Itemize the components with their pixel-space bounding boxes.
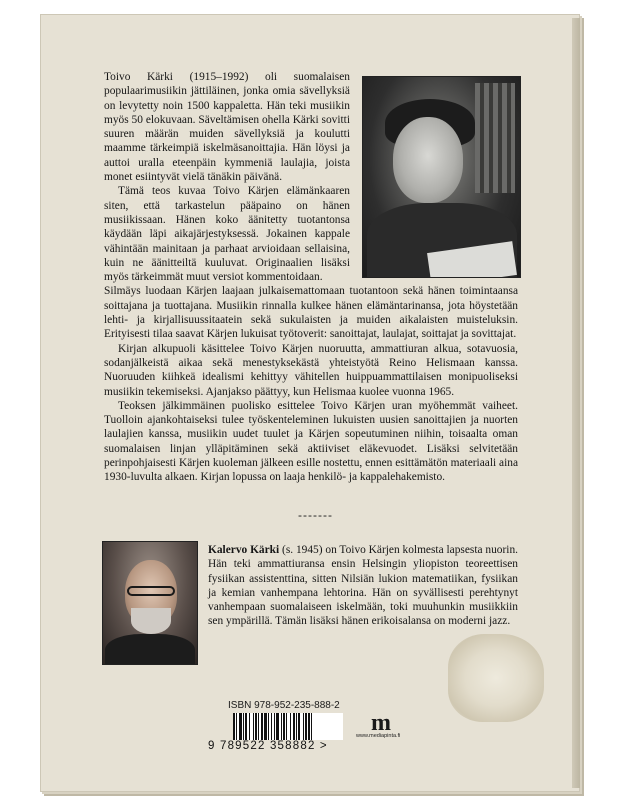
isbn-label: ISBN 978-952-235-888-2 bbox=[228, 700, 340, 711]
author-photo-glasses bbox=[127, 586, 175, 596]
blurb-narrow-column bbox=[104, 70, 350, 284]
sticker-residue-stain bbox=[448, 634, 544, 722]
section-separator: ------- bbox=[298, 508, 333, 522]
blurb-paragraph-3: Kirjan alkupuoli käsittelee Toivo Kärjen nuoruutta, ammattiuran alkua, sotavuosia, sodanjälkeistä aikaa sekä menestyksekästä yhteistyötä Reino Helismaan kanssa. Nuoruuden kiihkeä idealismi kehittyy vähitellen huippuammattilaisen monipuoliseksi musiikin tekemiseksi. Ajanjakso päättyy, kun Helismaa kuolee vuonna 1965. bbox=[104, 342, 518, 398]
author-photo-body bbox=[105, 634, 195, 665]
blurb-paragraph-1: Toivo Kärki (1915–1992) oli suomalaisen populaarimusiikin jättiläinen, jonka omia sävellyksiä on levytetty noin 1500 kappaletta. Hän teki musiikin myös 50 elokuvaan. Säveltämisen ohella Kärki sovitti suuren määrän muiden sävellyksiä ja koulutti maamme tärkeimpiä iskelmäsanoittajia. Hän löysi ja auttoi uralla eteenpäin kymmeniä laulajia, joista monet esiintyvät vielä tänäkin päivänä. bbox=[104, 71, 350, 184]
cover-edge bbox=[572, 18, 580, 788]
author-photo-beard bbox=[131, 608, 171, 634]
blurb-paragraph-2b: Silmäys luodaan Kärjen laajaan julkaisemattomaan tuotantoon sekä hänen toimintaansa soittajana ja tuottajana. Musiikin rinnalla kulkee hänen elämäntarinansa, jota höystetään lehti- ja kirjallisuussitaatein sekä sukulaisten ja muiden aikalaisten muisteluksin. Erityisesti tilaa saavat Kärjen lukuisat työtoverit: sanoittajat, laulajat, soittajat ja sovittajat. bbox=[104, 285, 518, 341]
blurb-paragraph-4: Teoksen jälkimmäinen puolisko esittelee Toivo Kärjen uran myöhemmät vaiheet. Tuolloin ajankohtaiseksi tulee työskenteleminen lukuisten uusien sanoittajien ja nuorten laulajien kanssa, musiikin uudet tuulet ja Kärjen sopeutuminen niihin, toisaalta oman suomalaisen linjan ylläpitäminen sekä aktiiviset eläkevuodet. Lisäksi selvitetään perinpohjaisesti Kärjen kuoleman jälkeen esille nostettu, ennen esittämätön materiaali aina 1930-luvulta alkaen. Kirjan lopussa on laaja henkilö- ja kappalehakemisto. bbox=[104, 399, 518, 484]
blurb-paragraph-2a: Tämä teos kuvaa Toivo Kärjen elämänkaaren siten, että tarkastelun pääpaino on hänen musiikissaan. Hänen koko äänitetty tuotantonsa käydään läpi aikajärjestyksessä. Jokainen kappale vähintään mainitaan ja parhaat arvioidaan sellaisina, kuin ne äänitteiltä kuuluvat. Originaalien lisäksi myös tärkeimmät muut versiot kommentoidaan. bbox=[104, 185, 350, 284]
publisher-logo-icon bbox=[367, 711, 395, 733]
author-name: Kalervo Kärki bbox=[208, 544, 280, 556]
author-photo bbox=[102, 541, 198, 665]
publisher-logo-letter: m bbox=[371, 711, 391, 733]
author-bio bbox=[208, 543, 518, 629]
author-bio-text: (s. 1945) on Toivo Kärjen kolmesta lapsesta nuorin. Hän teki ammattiuransa ensin Helsingin yliopiston teoreettisen fysiikan assistenttina, sitten Nilsiän lukion matematiikan, fysiikan ja kemian vanhempana lehtorina. Hän on syvällisesti perehtynyt vanhempaan suomalaiseen iskelmään, toki muuhunkin musiikkiin sen ympärillä. Tämän lisäksi hänen erikoisalansa on moderni jazz. bbox=[208, 544, 518, 628]
barcode-digits: 9 789522 358882 > bbox=[208, 740, 328, 752]
barcode-icon bbox=[233, 713, 343, 740]
publisher-url: www.mediapinta.fi bbox=[356, 733, 401, 739]
barcode-stripe bbox=[312, 713, 314, 740]
blurb-text bbox=[104, 70, 518, 485]
